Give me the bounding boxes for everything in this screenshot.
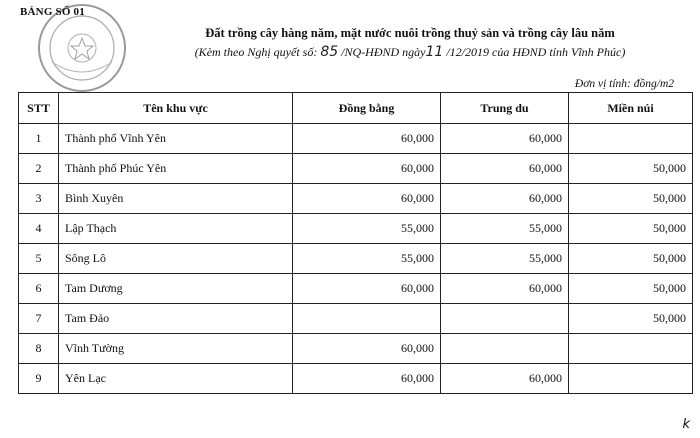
cell-mountain: 50,000 — [569, 184, 693, 214]
cell-area-name: Tam Đảo — [59, 304, 293, 334]
cell-midland: 60,000 — [441, 274, 569, 304]
cell-plain: 60,000 — [293, 274, 441, 304]
table-row — [19, 304, 693, 334]
cell-stt: 8 — [19, 334, 59, 364]
cell-area-name: Sông Lô — [59, 244, 293, 274]
cell-midland: 55,000 — [441, 214, 569, 244]
cell-stt: 6 — [19, 274, 59, 304]
cell-plain: 60,000 — [293, 124, 441, 154]
cell-area-name: Thành phố Phúc Yên — [59, 154, 293, 184]
cell-area-name: Lập Thạch — [59, 214, 293, 244]
cell-area-name: Tam Dương — [59, 274, 293, 304]
cell-mountain: 50,000 — [569, 274, 693, 304]
document-subtitle — [150, 44, 670, 60]
header-area-name: Tên khu vực — [59, 93, 293, 124]
subtitle-suffix: /12/2019 của HĐND tỉnh Vĩnh Phúc) — [446, 45, 626, 59]
table-body — [19, 124, 693, 394]
cell-mountain: 50,000 — [569, 214, 693, 244]
cell-stt: 4 — [19, 214, 59, 244]
cell-stt: 9 — [19, 364, 59, 394]
table-row — [19, 364, 693, 394]
cell-area-name: Bình Xuyên — [59, 184, 293, 214]
cell-plain — [293, 304, 441, 334]
cell-stt: 2 — [19, 154, 59, 184]
header-plain: Đồng bằng — [293, 93, 441, 124]
unit-label: Đơn vị tính: đồng/m2 — [574, 78, 674, 90]
table-header-row — [19, 93, 693, 124]
table-number-label: BẢNG SỐ 01 — [20, 6, 85, 18]
cell-area-name: Vĩnh Tường — [59, 334, 293, 364]
table-row — [19, 244, 693, 274]
cell-plain: 55,000 — [293, 214, 441, 244]
price-table — [18, 92, 693, 394]
header-stt: STT — [19, 93, 59, 124]
document-title: Đất trồng cây hàng năm, mặt nước nuôi trồng thuỷ sản và trồng cây lâu năm — [205, 26, 615, 40]
table-row — [19, 274, 693, 304]
cell-stt: 5 — [19, 244, 59, 274]
header-mountain: Miền núi — [569, 93, 693, 124]
cell-mountain: 50,000 — [569, 154, 693, 184]
resolution-number: 85 — [320, 44, 339, 60]
cell-mountain — [569, 364, 693, 394]
table-row — [19, 184, 693, 214]
cell-mountain — [569, 124, 693, 154]
cell-plain: 60,000 — [293, 154, 441, 184]
cell-mountain — [569, 334, 693, 364]
cell-plain: 60,000 — [293, 334, 441, 364]
cell-area-name: Yên Lạc — [59, 364, 293, 394]
table-row — [19, 124, 693, 154]
cell-midland — [441, 304, 569, 334]
cell-midland: 60,000 — [441, 124, 569, 154]
cell-stt: 3 — [19, 184, 59, 214]
header-midland: Trung du — [441, 93, 569, 124]
table-row — [19, 334, 693, 364]
subtitle-prefix: (Kèm theo Nghị quyết số: — [194, 45, 318, 59]
cell-plain: 60,000 — [293, 364, 441, 394]
table-row — [19, 214, 693, 244]
corner-mark: k — [682, 417, 690, 432]
cell-plain: 60,000 — [293, 184, 441, 214]
cell-midland — [441, 334, 569, 364]
cell-mountain: 50,000 — [569, 244, 693, 274]
cell-midland: 55,000 — [441, 244, 569, 274]
cell-stt: 1 — [19, 124, 59, 154]
subtitle-middle: /NQ-HĐND ngày — [341, 45, 426, 59]
cell-plain: 55,000 — [293, 244, 441, 274]
cell-midland: 60,000 — [441, 154, 569, 184]
resolution-day: 11 — [425, 44, 444, 60]
cell-midland: 60,000 — [441, 184, 569, 214]
cell-stt: 7 — [19, 304, 59, 334]
cell-midland: 60,000 — [441, 364, 569, 394]
cell-mountain: 50,000 — [569, 304, 693, 334]
table-row — [19, 154, 693, 184]
cell-area-name: Thành phố Vĩnh Yên — [59, 124, 293, 154]
